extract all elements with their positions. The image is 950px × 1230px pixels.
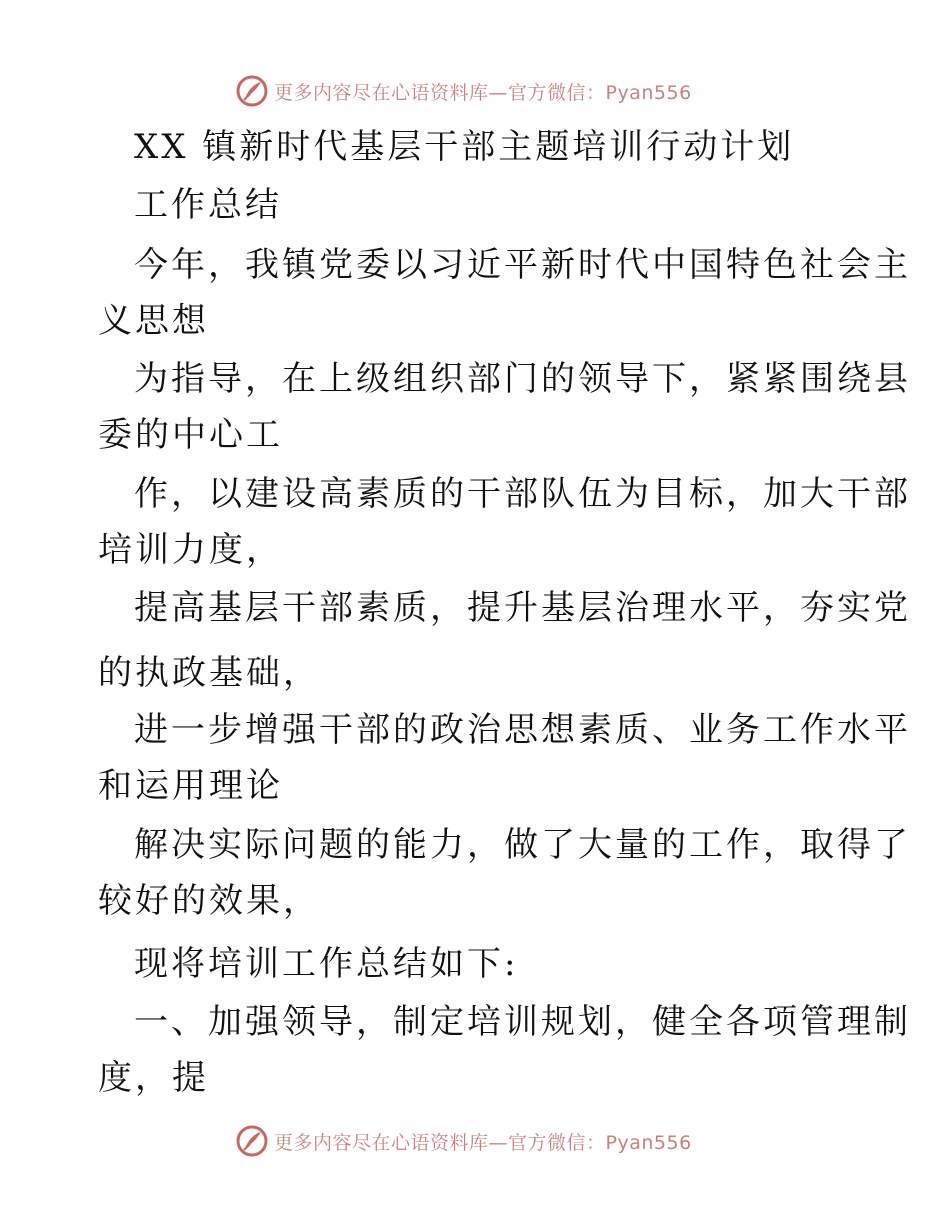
feather-logo-icon	[236, 1125, 268, 1157]
paragraph-line: 解决实际问题的能力，做了大量的工作，取得了	[134, 825, 911, 865]
paragraph-line: 度，提	[98, 1058, 209, 1098]
feather-logo-icon	[236, 75, 268, 107]
paragraph-line: 和运用理论	[98, 766, 283, 806]
document-subtitle: 工作总结	[134, 185, 282, 225]
paragraph-line: 的执政基础，	[98, 653, 320, 693]
paragraph-line: 义思想	[98, 301, 209, 341]
paragraph-line: 较好的效果，	[98, 881, 320, 921]
banner-text: 更多内容尽在心语资料库—官方微信：Pyan556	[274, 81, 692, 104]
paragraph-line: 一、加强领导，制定培训规划，健全各项管理制	[134, 1002, 911, 1042]
paragraph-line: 为指导，在上级组织部门的领导下，紧紧围绕县	[134, 359, 911, 399]
paragraph-line: 作，以建设高素质的干部队伍为目标，加大干部	[134, 474, 911, 514]
paragraph-line: 提高基层干部素质，提升基层治理水平，夯实党	[134, 588, 911, 628]
paragraph-line: 现将培训工作总结如下:	[134, 944, 519, 984]
header-banner	[0, 70, 950, 110]
paragraph-line: 今年，我镇党委以习近平新时代中国特色社会主	[134, 245, 911, 285]
footer-banner	[0, 1120, 950, 1160]
paragraph-line: 委的中心工	[98, 415, 283, 455]
paragraph-line: 进一步增强干部的政治思想素质、业务工作水平	[134, 710, 911, 750]
document-title: XX 镇新时代基层干部主题培训行动计划	[134, 127, 795, 167]
banner-text: 更多内容尽在心语资料库—官方微信：Pyan556	[274, 1131, 692, 1154]
paragraph-line: 培训力度，	[98, 530, 283, 570]
